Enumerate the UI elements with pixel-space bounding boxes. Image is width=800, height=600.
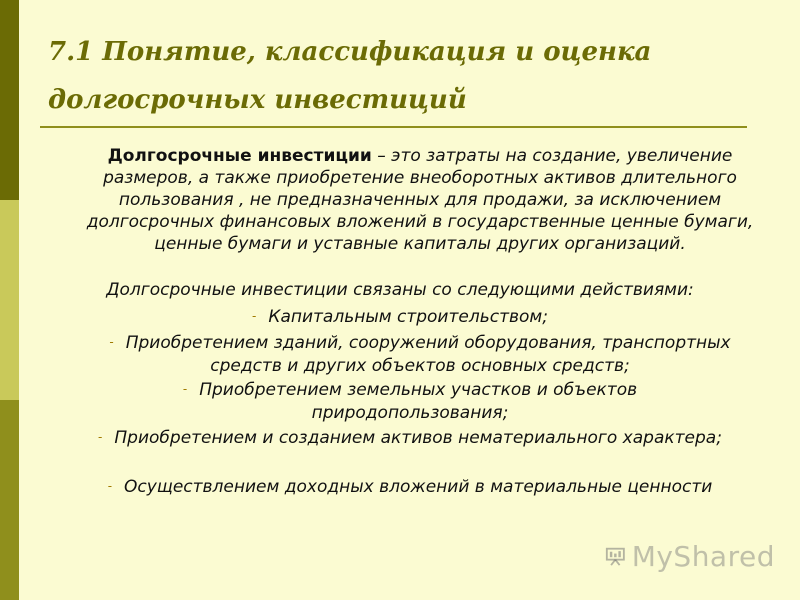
- watermark-logo: [605, 536, 775, 576]
- dash-bullet: -: [107, 479, 113, 493]
- dash-bullet: -: [252, 309, 257, 323]
- list-item: [80, 332, 760, 377]
- intro-line: Долгосрочные инвестиции связаны со следующими действиями:: [106, 280, 694, 300]
- list-item-text: Капитальным строительством;: [268, 307, 548, 327]
- slide-title-line-2: долгосрочных инвестиций: [48, 85, 467, 115]
- list-item: [110, 379, 710, 424]
- list-item-text: Приобретением зданий, сооружений оборудования, транспортных средств и других объектов основных средств;: [125, 333, 731, 376]
- definition-term: Долгосрочные инвестиции: [107, 146, 372, 166]
- list-item-text: Осуществлением доходных вложений в материальные ценности: [124, 477, 713, 497]
- list-item: [80, 427, 740, 450]
- definition-text: – это затраты на создание, увеличение размеров, а также приобретение внеоборотных активов длительного пользования , не предназначенных для продажи, за исключением долгосрочных финансовых вложений в государственные ценные бумаги, ценные бумаги и уставные капиталы других организаций.: [86, 146, 754, 254]
- list-item-text: Приобретением земельных участков и объектов природопользования;: [199, 380, 638, 423]
- definition-paragraph: [70, 145, 770, 255]
- watermark-text: MyShared: [631, 539, 775, 573]
- slide-title-line-1: 7.1 Понятие, классификация и оценка: [48, 37, 652, 67]
- list-item: [200, 306, 600, 329]
- dash-bullet: -: [182, 382, 188, 396]
- presentation-board-icon: [605, 539, 626, 573]
- list-item: [40, 476, 780, 499]
- dash-bullet: -: [109, 335, 114, 349]
- dash-bullet: -: [98, 430, 103, 444]
- list-item-text: Приобретением и созданием активов нематериального характера;: [114, 428, 722, 448]
